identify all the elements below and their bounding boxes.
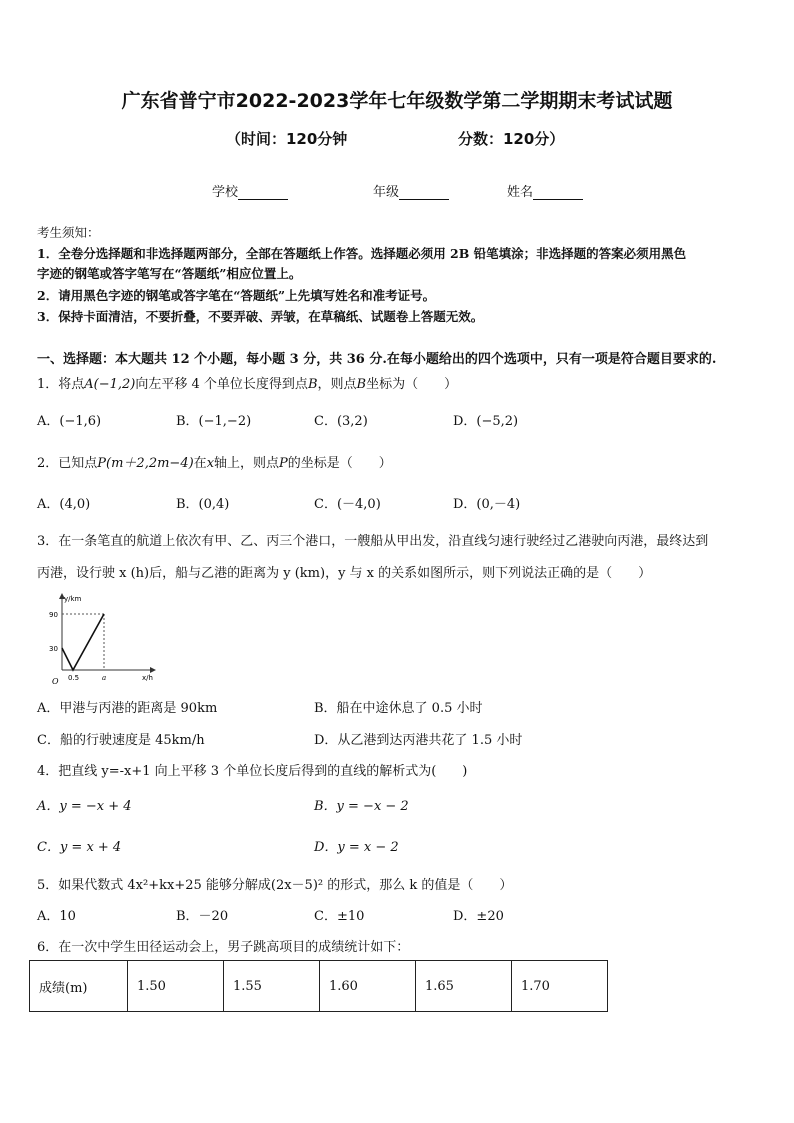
q3-tick-a: a <box>102 674 107 682</box>
q6-score-table <box>29 960 608 1012</box>
question-4: 4．把直线 y=-x+1 向上平移 3 个单位长度后得到的直线的解析式为( ) <box>37 764 468 779</box>
question-6: 6．在一次中学生田径运动会上，男子跳高项目的成绩统计如下： <box>37 940 410 955</box>
table-cell: 1.50 <box>128 961 224 1012</box>
note-line-2: 字迹的钢笔或答字笔写在“答题纸”相应位置上。 <box>37 266 302 281</box>
table-cell-header: 成绩(m) <box>30 961 128 1012</box>
q3-y-label: y/km <box>64 595 82 603</box>
q1-b: B <box>307 377 318 392</box>
school-field <box>212 181 288 200</box>
question-1 <box>37 373 457 392</box>
q1-option-b: B．(−1,−2) <box>176 414 252 429</box>
q3-option-c: C．船的行驶速度是 45km/h <box>37 733 205 748</box>
q2-point: P(m＋2,2m−4) <box>97 456 194 471</box>
q5-option-a: A．10 <box>37 909 76 924</box>
q4-option-d: D．y = x − 2 <box>314 840 399 855</box>
q1-pre: 1．将点 <box>37 377 85 392</box>
q3-x-label: x/h <box>142 674 153 682</box>
q3-option-b: B．船在中途休息了 0.5 小时 <box>314 701 483 716</box>
q2-pre: 2．已知点 <box>37 456 98 471</box>
q1-option-a: A．(−1,6) <box>37 414 102 429</box>
q2-option-a: A．(4,0) <box>37 497 91 512</box>
page-title: 广东省普宁市2022-2023学年七年级数学第二学期期末考试试题 <box>121 90 673 112</box>
q1-option-c: C．(3,2) <box>314 414 368 429</box>
exam-time: （时间：120分钟 <box>226 130 348 148</box>
question-2 <box>37 452 392 471</box>
q2-option-b: B．(0,4) <box>176 497 230 512</box>
name-blank <box>533 185 583 200</box>
q3-line-2: 丙港，设行驶 x (h)后，船与乙港的距离为 y (km)，y 与 x 的关系如图所示，则下列说法正确的是（ ） <box>37 566 652 581</box>
section-heading: 一、选择题：本大题共 12 个小题，每小题 3 分，共 36 分.在每小题给出的四个选项中，只有一项是符合题目要求的. <box>37 352 717 367</box>
name-label: 姓名 <box>507 185 534 200</box>
q3-graph <box>40 590 160 695</box>
q3-tick-05: 0.5 <box>68 674 80 682</box>
note-line-3: 2．请用黑色字迹的钢笔或答字笔在“答题纸”上先填写姓名和准考证号。 <box>37 288 436 303</box>
exam-score: 分数：120分） <box>458 130 565 148</box>
q1-post2: 坐标为（ ） <box>366 377 458 392</box>
q2-option-c: C．(－4,0) <box>314 497 381 512</box>
grade-label: 年级 <box>373 185 400 200</box>
note-line-4: 3．保持卡面清洁，不要折叠，不要弄破、弄皱，在草稿纸、试题卷上答题无效。 <box>37 309 484 324</box>
q5-option-d: D．±20 <box>453 909 504 924</box>
q3-x-arrow <box>150 667 156 673</box>
q2-option-d: D．(0,－4) <box>453 497 521 512</box>
q3-line-1: 3．在一条笔直的航道上依次有甲、乙、丙三个港口，一艘船从甲出发，沿直线匀速行驶经过乙港驶向丙港，最终达到 <box>37 534 709 549</box>
q3-option-d: D．从乙港到达丙港共花了 1.5 小时 <box>314 733 523 748</box>
q2-mid: 在 <box>193 456 207 471</box>
q2-p: P <box>279 456 288 471</box>
table-cell: 1.55 <box>224 961 320 1012</box>
q2-x: x <box>206 456 215 471</box>
name-field <box>507 181 583 200</box>
q4-option-a: A．y = −x + 4 <box>37 799 132 814</box>
grade-field <box>373 181 449 200</box>
q1-option-d: D．(−5,2) <box>453 414 519 429</box>
q1-b2: B <box>356 377 367 392</box>
q4-option-c: C．y = x + 4 <box>37 840 122 855</box>
q1-post: ，则点 <box>317 377 357 392</box>
table-cell: 1.65 <box>416 961 512 1012</box>
q4-option-b: B．y = −x − 2 <box>314 799 409 814</box>
q1-point: A(−1,2) <box>84 377 136 392</box>
school-label: 学校 <box>212 185 239 200</box>
q3-graph-line <box>62 614 104 670</box>
note-line-1: 1．全卷分选择题和非选择题两部分，全部在答题纸上作答。选择题必须用 2B 铅笔填涂；非选择题的答案必须用黑色 <box>37 246 687 261</box>
q3-option-a: A．甲港与丙港的距离是 90km <box>37 701 218 716</box>
q5-option-c: C．±10 <box>314 909 365 924</box>
q3-origin: O <box>52 677 59 686</box>
q2-post2: 的坐标是（ ） <box>287 456 392 471</box>
q3-tick-90: 90 <box>49 611 58 619</box>
table-cell: 1.60 <box>320 961 416 1012</box>
q5-option-b: B．－20 <box>176 909 229 924</box>
q1-mid: 向左平移 4 个单位长度得到点 <box>135 377 308 392</box>
q2-post: 轴上，则点 <box>214 456 280 471</box>
grade-blank <box>399 185 449 200</box>
table-row <box>30 961 608 1012</box>
question-5: 5．如果代数式 4x²+kx+25 能够分解成(2x－5)² 的形式，那么 k 的值是（ ） <box>37 878 513 893</box>
notes-heading: 考生须知： <box>37 225 100 240</box>
table-cell: 1.70 <box>512 961 608 1012</box>
q3-tick-30: 30 <box>49 645 58 653</box>
school-blank <box>238 185 288 200</box>
